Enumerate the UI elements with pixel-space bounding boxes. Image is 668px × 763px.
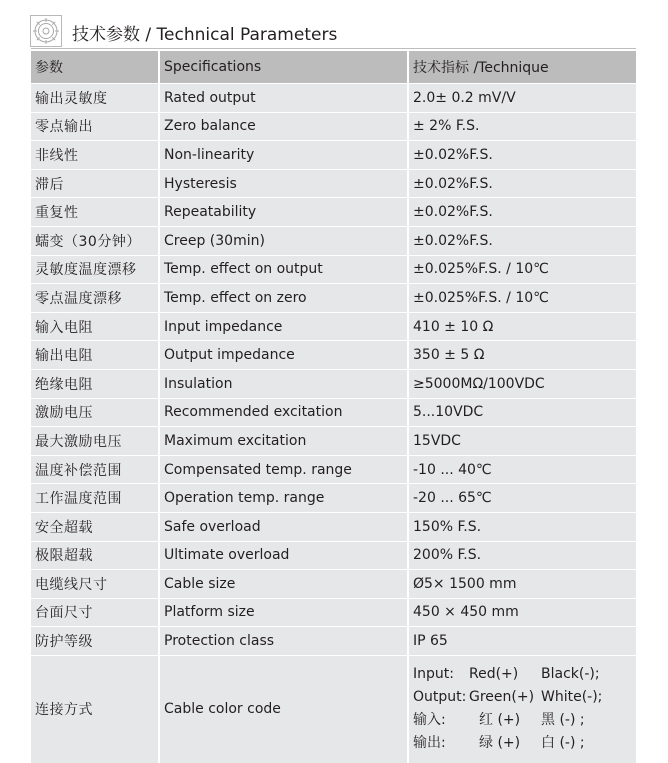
- table-row: [31, 227, 636, 256]
- color-code-negative: Black(-);: [541, 666, 600, 683]
- cell-specification-en: Insulation: [158, 370, 407, 399]
- cell-specification-en: Repeatability: [158, 198, 407, 227]
- cell-parameter-zh: 防护等级: [31, 627, 158, 656]
- table-body: [31, 84, 636, 763]
- color-code-label: Input:: [413, 666, 454, 683]
- cell-value: 5...10VDC: [407, 399, 636, 428]
- gear-badge-icon: [30, 15, 62, 47]
- cell-specification-en: Input impedance: [158, 313, 407, 342]
- table-row: [31, 198, 636, 227]
- cell-value: ±0.025%F.S. / 10℃: [407, 284, 636, 313]
- cell-parameter-zh: 极限超载: [31, 542, 158, 571]
- cell-parameter-zh: 安全超载: [31, 513, 158, 542]
- column-header-parameter: 参数: [31, 51, 158, 84]
- cell-value: IP 65: [407, 627, 636, 656]
- table-row: [31, 484, 636, 513]
- table-row: [31, 256, 636, 285]
- cell-value: 15VDC: [407, 427, 636, 456]
- table-row: [31, 284, 636, 313]
- table-row: [31, 627, 636, 656]
- cell-specification-en: Ultimate overload: [158, 542, 407, 571]
- cell-parameter-zh: 灵敏度温度漂移: [31, 256, 158, 285]
- table-row: [31, 599, 636, 628]
- table-row: [31, 399, 636, 428]
- table-row-cable-color-code: [31, 656, 636, 763]
- cell-specification-en: Non-linearity: [158, 141, 407, 170]
- cell-value: Ø5× 1500 mm: [407, 570, 636, 599]
- cell-specification-en: Operation temp. range: [158, 484, 407, 513]
- color-code-line: [413, 663, 636, 686]
- cell-value: 450 × 450 mm: [407, 599, 636, 628]
- cell-parameter-zh: 输出电阻: [31, 341, 158, 370]
- cell-parameter-zh: 零点温度漂移: [31, 284, 158, 313]
- table-row: [31, 427, 636, 456]
- cell-parameter-zh: 非线性: [31, 141, 158, 170]
- cell-value: 410 ± 10 Ω: [407, 313, 636, 342]
- color-code-label: 输入:: [413, 712, 446, 729]
- cell-specification-en: Platform size: [158, 599, 407, 628]
- color-code-positive: 红 (+): [479, 712, 521, 729]
- cell-specification-en: Compensated temp. range: [158, 456, 407, 485]
- cell-value: 350 ± 5 Ω: [407, 341, 636, 370]
- cell-parameter-zh: 最大激励电压: [31, 427, 158, 456]
- cell-parameter-zh: 工作温度范围: [31, 484, 158, 513]
- cell-value: 2.0± 0.2 mV/V: [407, 84, 636, 113]
- cell-value: 150% F.S.: [407, 513, 636, 542]
- cell-parameter-zh: 绝缘电阻: [31, 370, 158, 399]
- cell-parameter-zh: 输出灵敏度: [31, 84, 158, 113]
- column-header-technique: 技术指标 /Technique: [407, 51, 636, 84]
- color-code-positive: 绿 (+): [479, 735, 521, 752]
- cell-parameter-zh: 零点输出: [31, 113, 158, 142]
- color-code-positive: Green(+): [469, 689, 535, 706]
- cell-value: ±0.02%F.S.: [407, 141, 636, 170]
- cell-specification-en: Protection class: [158, 627, 407, 656]
- section-title: 技术参数 / Technical Parameters: [72, 25, 338, 45]
- table-row: [31, 513, 636, 542]
- cell-specification-en: Hysteresis: [158, 170, 407, 199]
- cell-value: ≥5000MΩ/100VDC: [407, 370, 636, 399]
- cell-specification-en: Rated output: [158, 84, 407, 113]
- cell-value: ±0.02%F.S.: [407, 198, 636, 227]
- cell-value: ±0.025%F.S. / 10℃: [407, 256, 636, 285]
- table-header-row: [31, 51, 636, 84]
- cell-specification-en: Output impedance: [158, 341, 407, 370]
- cell-value: -20 ... 65℃: [407, 484, 636, 513]
- section-header: [30, 14, 640, 48]
- cell-parameter-zh: 滞后: [31, 170, 158, 199]
- cell-specification-en: Cable color code: [158, 656, 407, 763]
- table-row: [31, 370, 636, 399]
- cell-specification-en: Safe overload: [158, 513, 407, 542]
- table-row: [31, 456, 636, 485]
- cell-specification-en: Maximum excitation: [158, 427, 407, 456]
- table-row: [31, 170, 636, 199]
- cell-value: 200% F.S.: [407, 542, 636, 571]
- color-code-positive: Red(+): [469, 666, 519, 683]
- cell-specification-en: Temp. effect on zero: [158, 284, 407, 313]
- color-code-negative: 白 (-) ;: [541, 735, 585, 752]
- header-divider: [31, 48, 636, 49]
- technical-parameters-table: [31, 51, 636, 763]
- table-row: [31, 542, 636, 571]
- cell-parameter-zh: 重复性: [31, 198, 158, 227]
- cell-value: ± 2% F.S.: [407, 113, 636, 142]
- cell-parameter-zh: 温度补偿范围: [31, 456, 158, 485]
- column-header-specifications: Specifications: [158, 51, 407, 84]
- cell-value: -10 ... 40℃: [407, 456, 636, 485]
- table-row: [31, 341, 636, 370]
- table-row: [31, 141, 636, 170]
- cell-parameter-zh: 输入电阻: [31, 313, 158, 342]
- color-code-line: [413, 732, 636, 755]
- cell-specification-en: Zero balance: [158, 113, 407, 142]
- color-code-label: 输出:: [413, 735, 446, 752]
- cell-value-color-code: [407, 656, 636, 763]
- cell-specification-en: Cable size: [158, 570, 407, 599]
- cell-parameter-zh: 激励电压: [31, 399, 158, 428]
- color-code-negative: White(-);: [541, 689, 603, 706]
- table-row: [31, 313, 636, 342]
- color-code-label: Output:: [413, 689, 467, 706]
- table-row: [31, 570, 636, 599]
- table-row: [31, 84, 636, 113]
- cell-value: ±0.02%F.S.: [407, 170, 636, 199]
- cell-specification-en: Creep (30min): [158, 227, 407, 256]
- cell-parameter-zh: 连接方式: [31, 656, 158, 763]
- color-code-line: [413, 709, 636, 732]
- color-code-negative: 黑 (-) ;: [541, 712, 585, 729]
- cell-parameter-zh: 台面尺寸: [31, 599, 158, 628]
- cell-specification-en: Temp. effect on output: [158, 256, 407, 285]
- table-row: [31, 113, 636, 142]
- cell-specification-en: Recommended excitation: [158, 399, 407, 428]
- cell-parameter-zh: 电缆线尺寸: [31, 570, 158, 599]
- cell-value: ±0.02%F.S.: [407, 227, 636, 256]
- color-code-line: [413, 686, 636, 709]
- cell-parameter-zh: 蠕变（30分钟）: [31, 227, 158, 256]
